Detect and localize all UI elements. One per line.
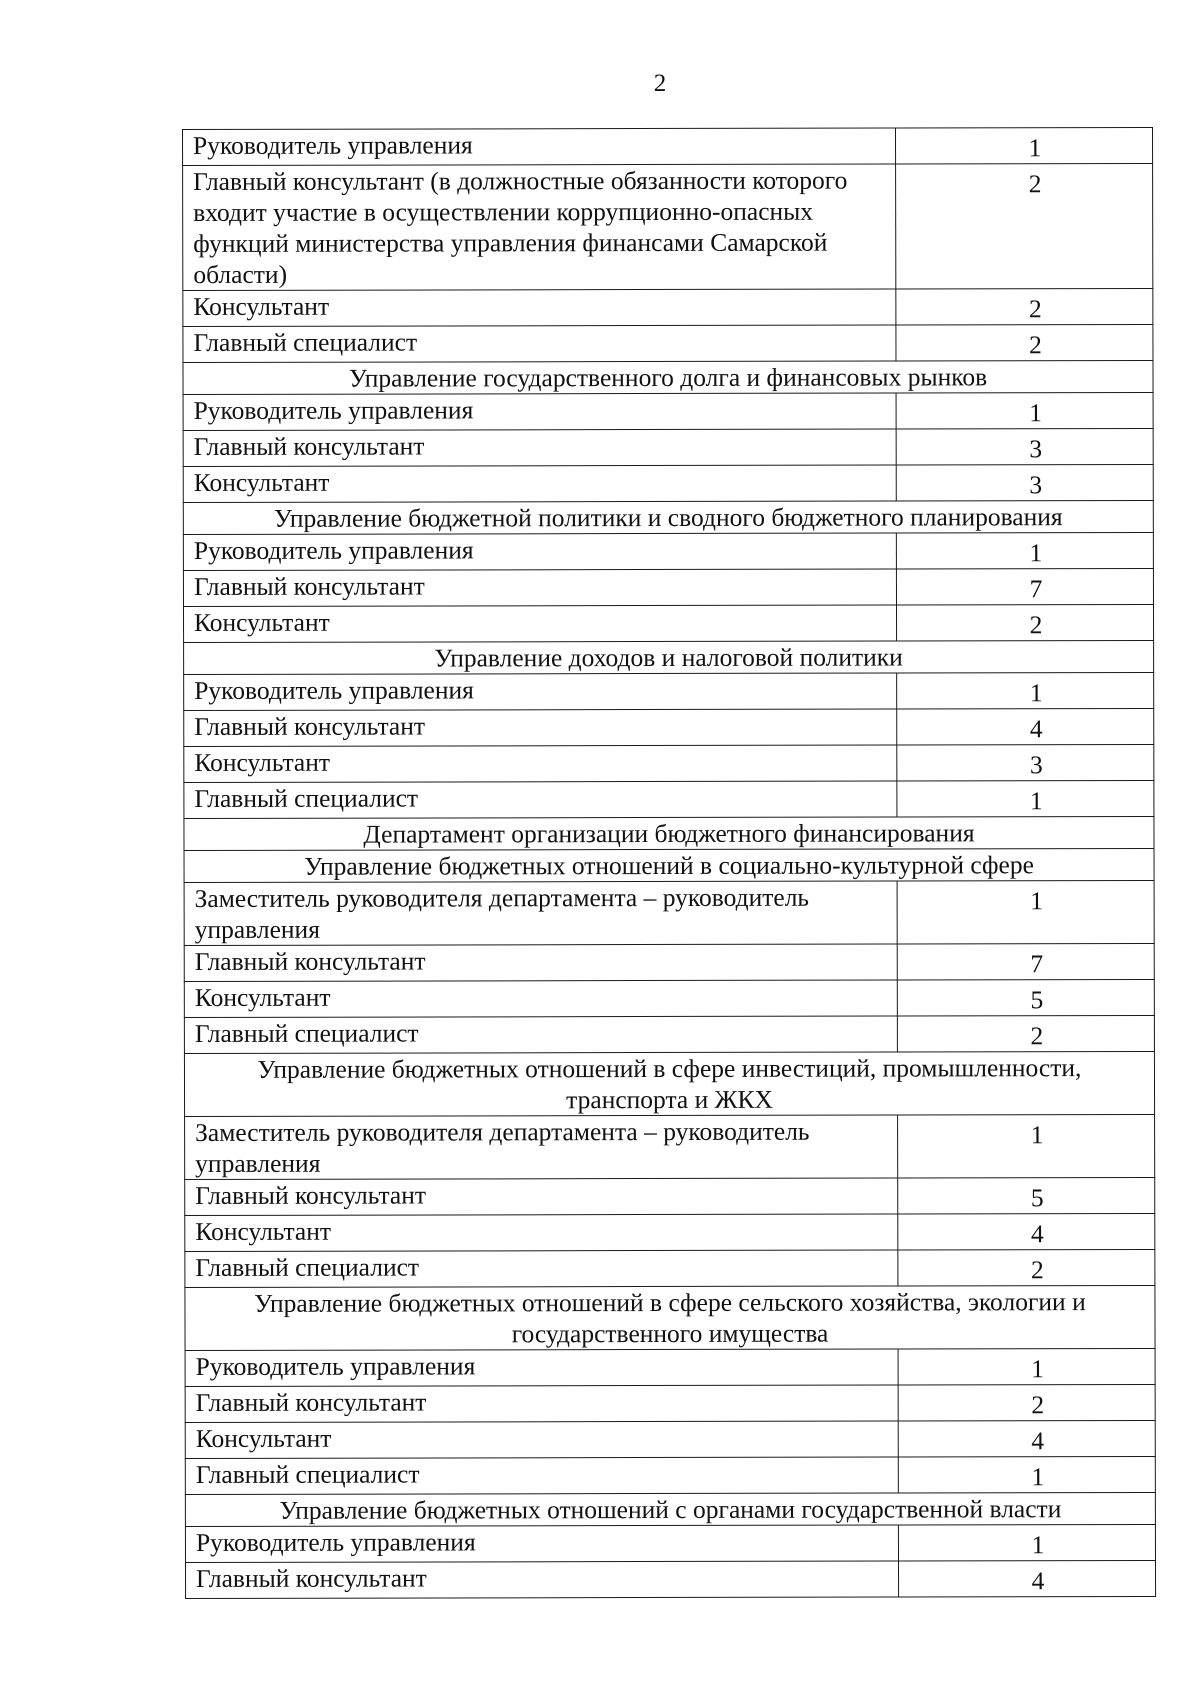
position-cell: Руководитель управления [185,1349,898,1386]
section-header-row [185,1492,1155,1526]
count-value: 1 [1030,1120,1044,1150]
position-cell: Главный специалист [183,325,896,362]
count-cell [898,1114,1155,1178]
count-value: 2 [1030,1021,1044,1051]
count-cell [896,568,1153,605]
count-value: 2 [1028,169,1042,199]
count-cell [897,744,1154,781]
position-cell: Консультант [183,289,896,326]
position-cell: Главный консультант [183,569,896,606]
count-cell [898,1524,1155,1561]
table-row [183,163,1153,290]
table-row [184,672,1154,710]
position-cell: Заместитель руководителя департамента – руководитель управления [184,881,897,945]
count-cell [896,604,1153,641]
count-value: 3 [1029,470,1043,500]
table-row [184,880,1154,945]
table-row [183,568,1153,606]
staffing-table [182,127,1156,1599]
position-cell: Главный специалист [184,781,897,818]
count-cell [896,532,1153,569]
count-value: 1 [1029,398,1043,428]
count-cell [898,1177,1155,1214]
position-cell: Главный консультант [183,429,896,466]
position-cell: Главный специалист [184,1016,897,1053]
section-header-row [183,500,1153,534]
table-row [183,288,1153,326]
table-row [185,1213,1155,1251]
count-value: 1 [1029,538,1043,568]
count-value: 2 [1028,294,1042,324]
count-value: 1 [1028,133,1042,163]
table-row [185,1456,1155,1494]
position-cell: Руководитель управления [183,128,896,165]
section-title: Управление бюджетных отношений в сфере сельского хозяйства, экологии и государственного имущества [185,1285,1155,1350]
table-row [183,532,1153,570]
count-value: 2 [1029,610,1043,640]
count-cell [897,880,1154,944]
count-value: 7 [1029,574,1043,604]
position-cell: Руководитель управления [183,533,896,570]
section-header-row [184,816,1154,850]
count-cell [897,672,1154,709]
table-row [183,127,1153,165]
section-title: Управление бюджетных отношений в сфере инвестиций, промышленности, транспорта и ЖКХ [184,1051,1154,1116]
count-value: 7 [1030,949,1044,979]
count-cell [897,943,1154,980]
position-cell: Главный консультант [184,944,897,981]
position-cell: Консультант [183,465,896,502]
staffing-table-body [183,127,1156,1598]
position-cell: Главный консультант (в должностные обязанности которого входит участие в осуществлении коррупционно-опасных функций министерства управления финансами Самарской области) [183,164,896,290]
position-cell: Руководитель управления [185,1525,898,1562]
count-cell [896,324,1153,361]
table-row [185,1249,1155,1287]
position-cell: Консультант [184,745,897,782]
count-value: 4 [1031,1426,1045,1456]
count-value: 3 [1029,434,1043,464]
table-row [184,708,1154,746]
count-cell [896,428,1153,465]
position-cell: Главный консультант [185,1385,898,1422]
position-cell: Консультант [185,1214,898,1251]
count-value: 2 [1029,330,1042,360]
count-value: 1 [1030,886,1044,916]
table-row [185,1177,1155,1215]
count-value: 5 [1030,985,1044,1015]
page-number: 2 [653,70,667,97]
count-value: 1 [1031,1530,1045,1560]
table-row [183,464,1153,502]
count-cell [898,1420,1155,1457]
section-title: Управление бюджетных отношений в социально-культурной сфере [184,848,1154,882]
count-value: 4 [1030,1219,1044,1249]
count-value: 1 [1031,1462,1045,1492]
section-title: Управление государственного долга и финансовых рынков [183,360,1153,394]
table-row [184,1015,1154,1053]
table-row [185,1524,1155,1562]
count-value: 2 [1031,1390,1045,1420]
count-cell [896,392,1153,429]
table-row [184,744,1154,782]
table-row [184,780,1154,818]
section-header-row [183,360,1153,394]
position-cell: Консультант [184,605,897,642]
section-title: Управление бюджетной политики и сводного бюджетного планирования [183,500,1153,534]
count-cell [896,464,1153,501]
table-row [183,392,1153,430]
count-value: 4 [1029,714,1043,744]
count-cell [897,708,1154,745]
count-value: 1 [1029,678,1043,708]
count-cell [898,1213,1155,1250]
section-header-row [184,640,1154,674]
count-value: 2 [1030,1255,1044,1285]
count-value: 5 [1030,1183,1044,1213]
position-cell: Главный специалист [185,1250,898,1287]
position-cell: Консультант [184,980,897,1017]
count-cell [898,1249,1155,1286]
count-cell [895,127,1152,164]
count-cell [898,1348,1155,1385]
count-cell [899,1560,1156,1597]
count-value: 4 [1031,1566,1045,1596]
count-value: 1 [1031,1354,1045,1384]
position-cell: Главный консультант [186,1561,899,1598]
section-title: Управление доходов и налоговой политики [184,640,1154,674]
table-row [183,428,1153,466]
table-row [183,324,1153,362]
table-row [185,1114,1155,1179]
position-cell: Руководитель управления [184,673,897,710]
count-cell [896,163,1153,289]
section-header-row [185,1285,1155,1350]
table-row [184,943,1154,981]
position-cell: Главный консультант [185,1178,898,1215]
count-cell [897,1015,1154,1052]
position-cell: Заместитель руководителя департамента – руководитель управления [185,1115,898,1179]
section-header-row [184,848,1154,882]
count-cell [898,1384,1155,1421]
position-cell: Руководитель управления [183,393,896,430]
count-cell [896,288,1153,325]
count-cell [898,1456,1155,1493]
count-value: 3 [1029,750,1043,780]
position-cell: Главный консультант [184,709,897,746]
table-row [186,1560,1156,1598]
table-row [185,1384,1155,1422]
table-row [185,1348,1155,1386]
section-title: Управление бюджетных отношений с органами государственной власти [185,1492,1155,1526]
section-title: Департамент организации бюджетного финансирования [184,816,1154,850]
count-cell [897,780,1154,817]
count-value: 1 [1030,786,1043,816]
table-row [184,979,1154,1017]
position-cell: Главный специалист [185,1457,898,1494]
position-cell: Консультант [185,1421,898,1458]
count-cell [897,979,1154,1016]
section-header-row [184,1051,1154,1116]
table-row [185,1420,1155,1458]
table-row [184,604,1154,642]
